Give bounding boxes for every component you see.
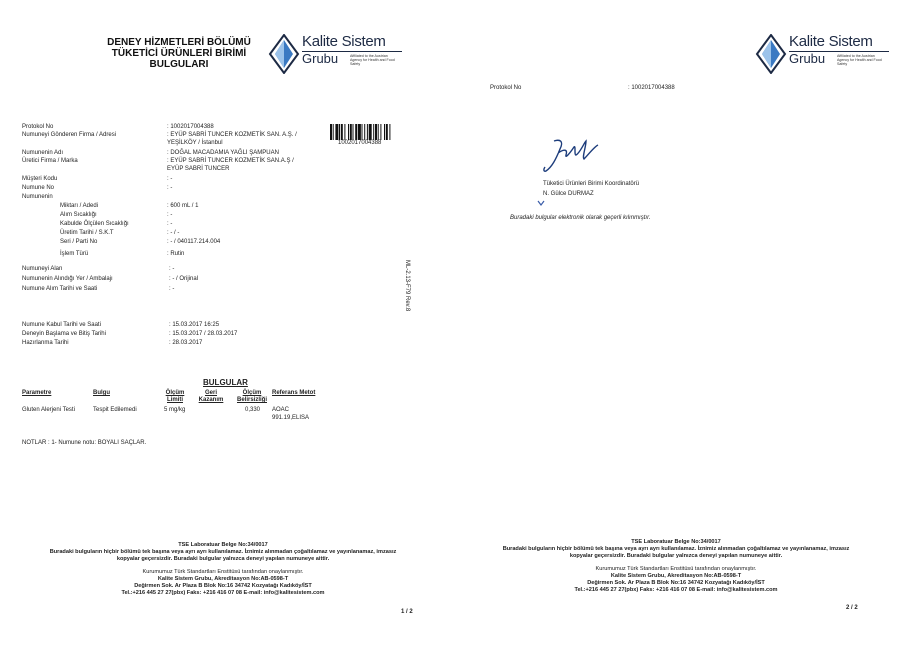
alim-tarihi-label: Numune Alım Tarihi ve Saati bbox=[22, 286, 98, 292]
uretim-label: Üretim Tarihi / S.K.T bbox=[60, 230, 114, 236]
footer2-line7: Tel.:+216 445 27 27(pbx) Faks: +216 416 07 08 E-mail: info@kalitesistem.com bbox=[574, 587, 778, 593]
footer2-line4: Kurumumuz Türk Standartları Enstitüsü tarafından onaylanmıştır. bbox=[595, 566, 757, 572]
barcode-bar bbox=[333, 124, 334, 140]
logo-affiliation: Affiliated to the Austrian Agency for Health and Food Safety bbox=[350, 54, 395, 66]
col-belirsizlik bbox=[237, 390, 267, 404]
alim-sicakligi-value: : - bbox=[167, 212, 173, 218]
alan-label: Numuneyi Alan bbox=[22, 266, 63, 272]
row-belirsizlik: 0,330 bbox=[245, 407, 261, 413]
barcode-bar bbox=[375, 124, 377, 140]
footer2-line5: Kalite Sistem Grubu, Akreditasyon No:AB-0598-T bbox=[610, 573, 742, 579]
protokol-no-label: Protokol No bbox=[22, 124, 54, 130]
barcode-bar bbox=[384, 124, 385, 140]
protokol-no-value: : 1002017004388 bbox=[167, 124, 214, 130]
barcode-bar bbox=[373, 124, 374, 140]
col-parametre: Parametre bbox=[22, 390, 52, 396]
col-referans: Referans Metot bbox=[272, 390, 316, 396]
page-number-1: 1 / 2 bbox=[401, 609, 413, 615]
alindigi-label: Numunenin Alındığı Yer / Ambalajı bbox=[22, 276, 113, 282]
col-bulgu: Bulgu bbox=[93, 390, 110, 396]
numune-no-value: : - bbox=[167, 185, 173, 191]
gonderen-label: Numuneyi Gönderen Firma / Adresi bbox=[22, 132, 117, 138]
alindigi-value: : - / Orijinal bbox=[169, 276, 199, 282]
logo-grubu: Grubu bbox=[789, 51, 826, 66]
barcode-bar bbox=[358, 124, 361, 140]
barcode-bar bbox=[364, 124, 365, 140]
title-line-3: BULGULARI bbox=[149, 59, 209, 70]
footer1-line1: TSE Laboratuar Belge No:34/0017 bbox=[178, 542, 268, 548]
barcode-bar bbox=[335, 124, 338, 140]
row-olcum-limiti: 5 mg/kg bbox=[164, 407, 186, 413]
page-number-2: 2 / 2 bbox=[846, 605, 858, 611]
signer-title: Tüketici Ürünleri Birimi Koordinatörü bbox=[543, 181, 640, 187]
footer1 bbox=[50, 542, 397, 597]
alim-tarihi-value: : - bbox=[169, 286, 175, 292]
barcode-bar bbox=[369, 124, 372, 140]
numune-no-label: Numune No bbox=[22, 185, 55, 191]
musteri-kodu-label: Müşteri Kodu bbox=[22, 176, 58, 182]
uretici-value-2: EYÜP SABRİ TUNCER bbox=[167, 166, 230, 172]
barcode-bar bbox=[355, 124, 357, 140]
footer2-line3: kopyalar geçersizdir. Buradaki bulgular yalnızca deneyi yapılan numuneye aittir. bbox=[569, 553, 783, 559]
uretici-value-1: : EYÜP SABRİ TUNCER KOZMETİK SAN.A.Ş / bbox=[167, 158, 294, 164]
col-olcum-limiti-line2: Limiti bbox=[166, 397, 183, 403]
hazirlanma-value: : 28.03.2017 bbox=[169, 340, 203, 346]
barcode bbox=[330, 124, 408, 145]
barcode-bar bbox=[378, 124, 379, 140]
row-referans-1: AOAC bbox=[272, 407, 290, 413]
col-geri-kazanim-line1: Geri bbox=[204, 390, 217, 396]
footer2 bbox=[503, 539, 850, 594]
barcode-bar bbox=[389, 124, 390, 140]
barcode-bar bbox=[330, 124, 332, 140]
barcode-bar bbox=[380, 124, 381, 140]
numunenin-label: Numunenin bbox=[22, 194, 53, 200]
barcode-bar bbox=[353, 124, 354, 140]
barcode-bar bbox=[341, 124, 343, 140]
page2-protokol-value: : 1002017004388 bbox=[628, 85, 675, 91]
footer1-line7: Tel.:+216 445 27 27(pbx) Faks: +216 416 07 08 E-mail: info@kalitesistem.com bbox=[121, 590, 325, 596]
col-olcum-limiti-line1: Ölçüm bbox=[165, 390, 185, 396]
musteri-kodu-value: : - bbox=[167, 176, 173, 182]
footer2-line6: Değirmen Sok. Ar Plaza B Blok No:16 34742 Kozyatağı Kadıköy/İST bbox=[587, 580, 765, 586]
miktari-label: Miktarı / Adedi bbox=[60, 203, 99, 209]
logo-grubu: Grubu bbox=[302, 51, 339, 66]
miktari-value: : 600 mL / 1 bbox=[167, 203, 199, 209]
barcode-bar bbox=[367, 124, 368, 140]
logo-name: Kalite Sistem bbox=[302, 33, 386, 50]
col-belirsizlik-line2: Belirsizliği bbox=[236, 397, 268, 403]
barcode-bar bbox=[350, 124, 352, 140]
barcode-bar bbox=[344, 124, 345, 140]
islem-value: : Rutin bbox=[167, 251, 185, 257]
footer1-line3: kopyalar geçersizdir. Buradaki bulgular yalnızca deneyi yapılan numuneye aittir. bbox=[116, 556, 330, 562]
alim-sicakligi-label: Alım Sıcaklığı bbox=[60, 212, 97, 218]
barcode-number: 1002017004388 bbox=[338, 140, 382, 146]
report-title bbox=[104, 37, 254, 70]
e-sign-note: Buradaki bulgular elektronik olarak geçerli kılınmıştır. bbox=[510, 215, 651, 221]
footer2-line1: TSE Laboratuar Belge No:34/0017 bbox=[631, 539, 721, 545]
uretici-label: Üretici Firma / Marka bbox=[22, 158, 78, 164]
kabul-value: : 15.03.2017 16:25 bbox=[169, 322, 220, 328]
kabulde-label: Kabulde Ölçülen Sıcaklığı bbox=[60, 221, 129, 227]
kabulde-value: : - bbox=[167, 221, 173, 227]
signer-name: N. Gülce DURMAZ bbox=[543, 191, 594, 197]
kalite-logo-icon bbox=[268, 34, 300, 74]
numune-adi-label: Numunenin Adı bbox=[22, 150, 64, 156]
e-sign-mark-icon bbox=[537, 200, 545, 207]
row-bulgu: Tespit Edilemedi bbox=[93, 407, 137, 413]
results-heading: BULGULAR bbox=[203, 378, 248, 387]
deney-label: Deneyin Başlama ve Bitiş Tarihi bbox=[22, 331, 106, 337]
form-code: ML-2.13-F79 Rev.8 bbox=[404, 260, 410, 312]
deney-value: : 15.03.2017 / 28.03.2017 bbox=[169, 331, 238, 337]
barcode-bar bbox=[362, 124, 363, 140]
row-referans-2: 991.19,ELISA bbox=[272, 415, 310, 421]
signature-icon bbox=[540, 137, 610, 175]
barcode-bars-icon bbox=[330, 124, 408, 140]
seri-value: : - / 040117.214.004 bbox=[167, 239, 221, 245]
numune-adi-value: : DOĞAL MACADAMIA YAĞLI ŞAMPUAN bbox=[167, 150, 279, 156]
col-olcum-limiti bbox=[166, 390, 185, 404]
gonderen-value-2: YEŞİLKÖY / İstanbul bbox=[167, 140, 223, 146]
kabul-label: Numune Kabul Tarihi ve Saati bbox=[22, 322, 101, 328]
footer1-line2: Buradaki bulguların hiçbir bölümü tek başına veya ayrı ayrı kullanılamaz. İznimiz alınmadan çoğaltılamaz ve yayınlanamaz, imzasız bbox=[49, 549, 397, 555]
company-logo bbox=[268, 32, 418, 78]
logo-name: Kalite Sistem bbox=[789, 33, 873, 50]
col-geri-kazanim-line2: Kazanım bbox=[198, 397, 224, 403]
page2-protokol-label: Protokol No bbox=[490, 85, 522, 91]
col-geri-kazanim bbox=[199, 390, 224, 404]
hazirlanma-label: Hazırlanma Tarihi bbox=[22, 340, 69, 346]
footer1-line6: Değirmen Sok. Ar Plaza B Blok No:16 34742 Kozyatağı Kadıköy/İST bbox=[134, 583, 312, 589]
gonderen-value-1: : EYÜP SABRİ TUNCER KOZMETİK SAN. A.Ş. / bbox=[167, 132, 297, 138]
title-line-2: TÜKETİCİ ÜRÜNLERİ BİRİMİ bbox=[111, 48, 247, 59]
company-logo-page2 bbox=[755, 32, 898, 78]
seri-label: Seri / Parti No bbox=[60, 239, 98, 245]
kalite-logo-icon bbox=[755, 34, 787, 74]
footer1-line4: Kurumumuz Türk Standartları Enstitüsü tarafından onaylanmıştır. bbox=[142, 569, 304, 575]
logo-affiliation: Affiliated to the Austrian Agency for Health and Food Safety bbox=[837, 54, 882, 66]
col-belirsizlik-line1: Ölçüm bbox=[242, 390, 262, 396]
title-line-1: DENEY HİZMETLERİ BÖLÜMÜ bbox=[107, 37, 251, 48]
islem-label: İşlem Türü bbox=[60, 251, 89, 257]
row-parametre: Gluten Alerjeni Testi bbox=[22, 407, 75, 413]
footer2-line2: Buradaki bulguların hiçbir bölümü tek başına veya ayrı ayrı kullanılamaz. İznimiz alınmadan çoğaltılamaz ve yayınlanamaz, imzasız bbox=[502, 546, 850, 552]
notes: NOTLAR : 1- Numune notu: BOYALI SAÇLAR. bbox=[22, 440, 147, 446]
footer1-line5: Kalite Sistem Grubu, Akreditasyon No:AB-0598-T bbox=[157, 576, 289, 582]
barcode-bar bbox=[386, 124, 388, 140]
barcode-bar bbox=[339, 124, 340, 140]
barcode-bar bbox=[348, 124, 349, 140]
alan-value: : - bbox=[169, 266, 175, 272]
uretim-value: : - / - bbox=[167, 230, 180, 236]
